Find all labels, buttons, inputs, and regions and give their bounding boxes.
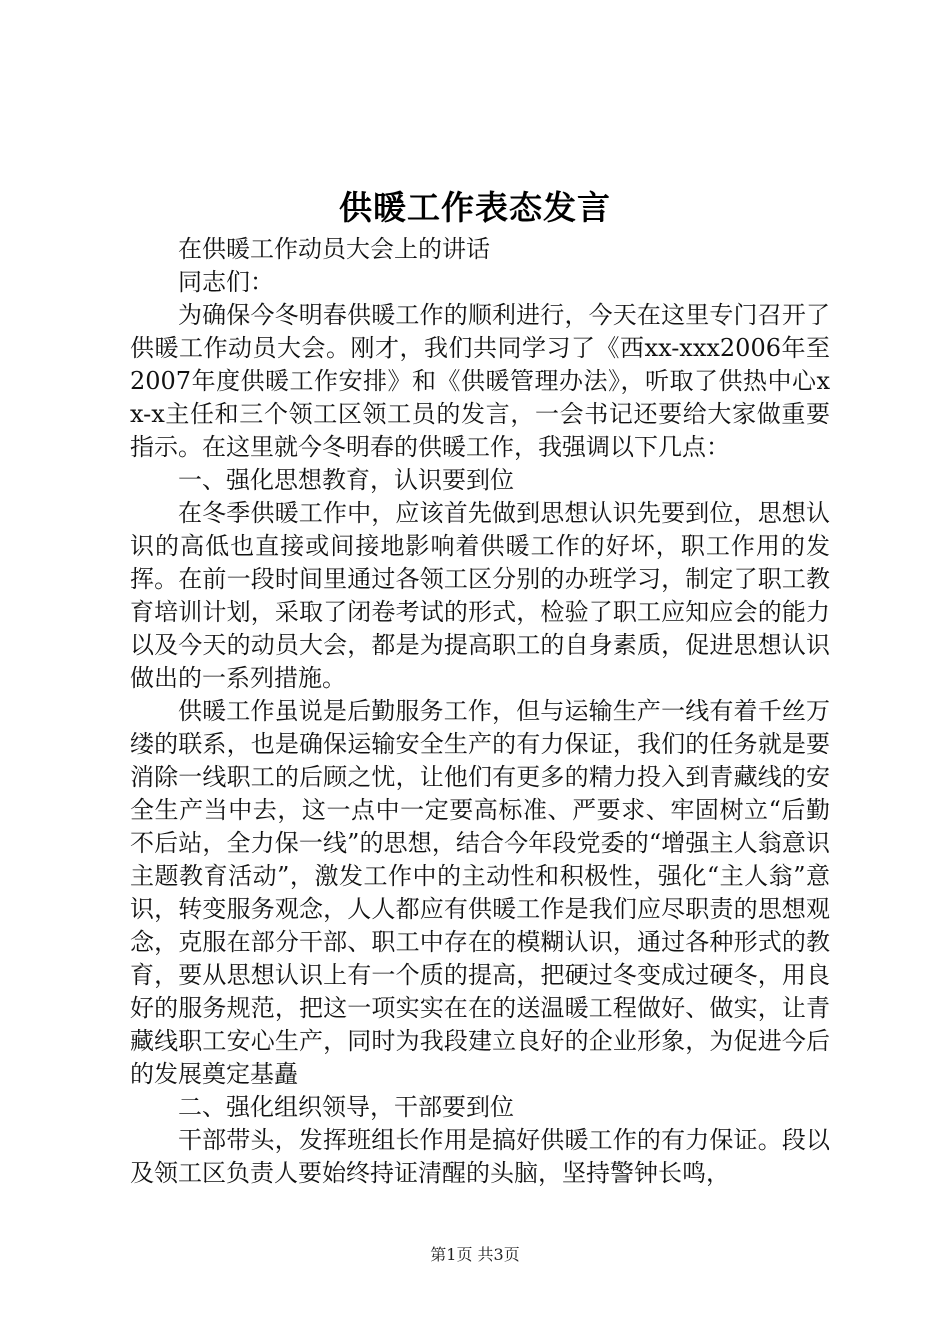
salutation: 同志们： (178, 268, 274, 296)
section-heading-2: 二、强化组织领导，干部要到位 (178, 1093, 514, 1121)
paragraph-section-1-a: 在冬季供暖工作中，应该首先做到思想认识先要到位，思想认识的高低也直接或间接地影响着供暖工作的好坏，职工作用的发挥。在前一段时间里通过各领工区分别的办班学习，制定了职工教育培训计划，采取了闭卷考试的形式，检验了职工应知应会的能力以及今天的动员大会，都是为提高职工的自身素质，促进思想认识做出的一系列措施。 (130, 499, 830, 692)
speech-subtitle: 在供暖工作动员大会上的讲话 (178, 235, 490, 263)
document-body (130, 233, 830, 1190)
paragraph-section-2-a: 干部带头，发挥班组长作用是搞好供暖工作的有力保证。段以及领工区负责人要始终持证清醒的头脑，坚持警钟长鸣， (130, 1126, 830, 1187)
page-footer: 第1页 共3页 (430, 1245, 520, 1264)
paragraph-intro: 为确保今冬明春供暖工作的顺利进行，今天在这里专门召开了供暖工作动员大会。刚才，我们共同学习了《西xx-xxx2006年至2007年度供暖工作安排》和《供暖管理办法》，听取了供热中心xx-x主任和三个领工区领工员的发言，一会书记还要给大家做重要指示。在这里就今冬明春的供暖工作，我强调以下几点： (130, 301, 830, 461)
section-heading-1: 一、强化思想教育，认识要到位 (178, 466, 514, 494)
document-title: 供暖工作表态发言 (339, 188, 611, 227)
paragraph-section-1-b: 供暖工作虽说是后勤服务工作，但与运输生产一线有着千丝万缕的联系，也是确保运输安全生产的有力保证，我们的任务就是要消除一线职工的后顾之忧，让他们有更多的精力投入到青藏线的安全生产当中去，这一点中一定要高标准、严要求、牢固树立“后勤不后站，全力保一线”的思想，结合今年段党委的“增强主人翁意识主题教育活动”，激发工作中的主动性和积极性，强化“主人翁”意识，转变服务观念，人人都应有供暖工作是我们应尽职责的思想观念，克服在部分干部、职工中存在的模糊认识，通过各种形式的教育，要从思想认识上有一个质的提高，把硬过冬变成过硬冬，用良好的服务规范，把这一项实实在在的送温暖工程做好、做实，让青藏线职工安心生产，同时为我段建立良好的企业形象，为促进今后的发展奠定基矗 (130, 697, 830, 1088)
